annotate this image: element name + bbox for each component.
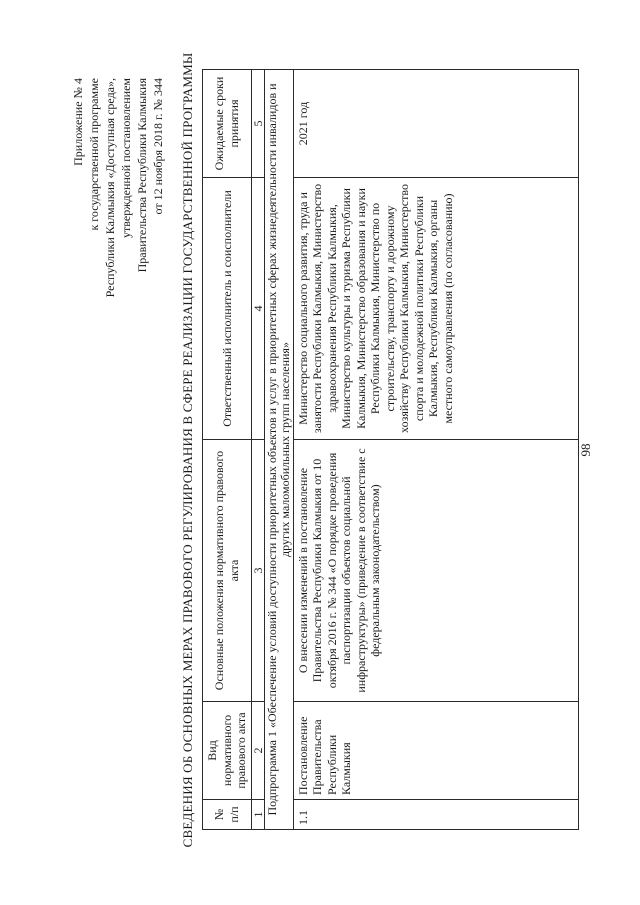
column-number: 1 [251, 800, 264, 830]
approval-line: Приложение № 4 [71, 78, 85, 166]
subprogram-title: Подпрограмма 1 «Обеспечение условий доступности приоритетных объектов и услуг в приоритетных сферах жизнедеятельности инвалидов и других маломобильных групп населения» [264, 70, 293, 830]
column-number: 5 [251, 70, 264, 178]
approval-line: утвержденной постановлением [119, 78, 133, 238]
approval-line: Правительства Республики Калмыкия [135, 78, 149, 273]
approval-line: к государственной программе [87, 78, 101, 231]
header-row [203, 70, 252, 830]
column-number: 3 [251, 440, 264, 702]
column-number: 2 [251, 702, 264, 800]
approval-line: от 12 ноября 2018 г. № 344 [151, 78, 165, 215]
measures-table [202, 69, 579, 830]
table-row [293, 70, 578, 830]
approval-line: Республики Калмыкия «Доступная среда», [103, 78, 117, 298]
header-cell-num: № п/п [203, 800, 252, 830]
approval-block [70, 78, 166, 338]
header-cell-provisions: Основные положения нормативного правового акта [203, 440, 252, 702]
header-cell-type: Вид нормативного правового акта [203, 702, 252, 800]
column-number-row [251, 70, 264, 830]
page-number: 98 [578, 443, 593, 457]
header-cell-term: Ожидаемые сроки принятия [203, 70, 252, 178]
subprogram-row [264, 70, 293, 830]
act-executors: Министерство социального развития, труда и занятости Республики Калмыкия, Министерство здравоохранения Республики Калмыкия, Министерство культуры и туризма Республики Калмыкия, Министерство образования и науки Республики Калмыкия, Министерство по строительству, транспорту и дорожному хозяйству Республики Калмыкия, Министерство спорта и молодежной политики Республики Калмыкия, Республики Калмыкия, органы местного самоуправления (по согласованию) [293, 178, 578, 440]
column-number: 4 [251, 178, 264, 440]
act-provisions: О внесении изменений в постановление Правительства Республики Калмыкия от 10 октября 2016 г. № 344 «О порядке проведения паспортизации объектов социальной инфраструктуры» (приведение в соответствие с федеральным законодательством) [293, 440, 578, 702]
header-cell-executors: Ответственный исполнитель и соисполнители [203, 178, 252, 440]
act-type: Постановление Правительства Республики Калмыкия [293, 702, 578, 800]
adoption-term: 2021 год [293, 70, 578, 178]
row-number: 1.1 [293, 800, 578, 830]
document-title: СВЕДЕНИЯ ОБ ОСНОВНЫХ МЕРАХ ПРАВОВОГО РЕГУЛИРОВАНИЯ В СФЕРЕ РЕАЛИЗАЦИИ ГОСУДАРСТВЕННОЙ ПРОГРАММЫ [180, 52, 195, 848]
document-page [50, 50, 610, 850]
